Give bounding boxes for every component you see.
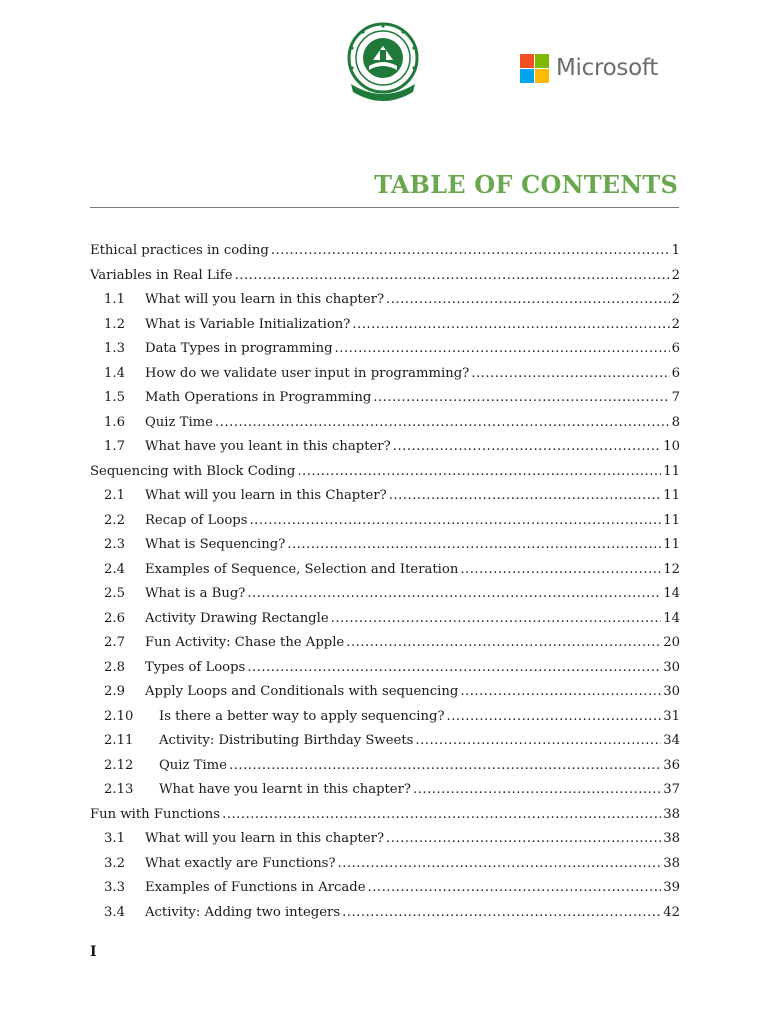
toc-entry-page: 8 xyxy=(671,414,680,430)
toc-entry-label: Apply Loops and Conditionals with sequencing xyxy=(145,684,459,699)
toc-dot-leader xyxy=(342,903,661,923)
toc-entry[interactable] xyxy=(90,584,680,609)
toc-dot-leader xyxy=(287,535,661,555)
toc-dot-leader xyxy=(386,290,670,310)
toc-entry-label: Ethical practices in coding xyxy=(90,243,269,258)
toc-entry-page: 42 xyxy=(663,904,680,920)
toc-entry-label: Activity: Adding two integers xyxy=(145,904,341,920)
toc-dot-leader xyxy=(389,486,661,506)
toc-entry-page: 6 xyxy=(671,365,680,381)
toc-entry-number: 2.6 xyxy=(104,610,125,626)
cbse-emblem-icon xyxy=(343,20,423,108)
toc-dot-leader xyxy=(346,633,661,653)
toc-entry-number: 2.7 xyxy=(104,635,125,650)
toc-entry[interactable] xyxy=(90,805,680,830)
toc-entry-label: Is there a better way to apply sequencing? xyxy=(159,708,445,724)
toc-entry[interactable] xyxy=(90,878,680,903)
toc-dot-leader xyxy=(338,854,662,874)
toc-entry-number: 2.9 xyxy=(104,684,125,699)
toc-entry-page: 31 xyxy=(663,708,680,724)
toc-entry[interactable] xyxy=(90,829,680,854)
toc-entry-page: 2 xyxy=(671,292,680,307)
toc-entry-number: 2.8 xyxy=(104,659,125,675)
toc-entry-label: Recap of Loops xyxy=(145,512,248,528)
toc-dot-leader xyxy=(413,780,661,800)
toc-entry-number: 2.4 xyxy=(104,561,125,577)
toc-dot-leader xyxy=(460,560,661,580)
toc-dot-leader xyxy=(331,609,662,629)
page-number: I xyxy=(90,944,97,960)
toc-dot-leader xyxy=(373,388,669,408)
toc-entry[interactable] xyxy=(90,462,680,487)
toc-entry-page: 30 xyxy=(663,684,680,699)
toc-dot-leader xyxy=(471,364,669,384)
toc-entry-label: Quiz Time xyxy=(159,757,227,773)
toc-entry-number: 1.7 xyxy=(104,439,125,454)
toc-entry-number: 2.12 xyxy=(104,757,134,773)
toc-entry-page: 38 xyxy=(663,831,680,846)
toc-entry[interactable] xyxy=(90,511,680,536)
toc-entry-number: 2.3 xyxy=(104,537,125,552)
toc-dot-leader xyxy=(235,266,670,286)
toc-entry-label: Fun with Functions xyxy=(90,806,221,822)
toc-dot-leader xyxy=(249,511,661,531)
toc-entry-label: Quiz Time xyxy=(145,414,213,430)
toc-entry-number: 2.13 xyxy=(104,782,134,797)
toc-entry[interactable] xyxy=(90,903,680,928)
toc-entry[interactable] xyxy=(90,682,680,707)
toc-entry-label: What will you learn in this chapter? xyxy=(145,292,385,307)
toc-entry-label: Sequencing with Block Coding xyxy=(90,463,296,479)
toc-entry[interactable] xyxy=(90,437,680,462)
toc-entry-number: 2.5 xyxy=(104,586,125,601)
toc-entry-label: What exactly are Functions? xyxy=(145,855,336,871)
toc-entry[interactable] xyxy=(90,633,680,658)
page-title: TABLE OF CONTENTS xyxy=(374,170,678,199)
toc-entry-label: Activity Drawing Rectangle xyxy=(145,610,329,626)
toc-entry-page: 34 xyxy=(663,733,680,748)
toc-entry[interactable] xyxy=(90,535,680,560)
toc-entry-page: 20 xyxy=(663,635,680,650)
toc-entry-number: 1.3 xyxy=(104,341,125,356)
toc-entry-page: 2 xyxy=(671,267,680,283)
toc-entry-page: 12 xyxy=(663,561,680,577)
microsoft-windows-icon xyxy=(520,54,549,83)
toc-entry-page: 30 xyxy=(663,659,680,675)
toc-entry-page: 6 xyxy=(671,341,680,356)
toc-entry-page: 37 xyxy=(663,782,680,797)
toc-entry-label: Fun Activity: Chase the Apple xyxy=(145,635,345,650)
toc-entry-number: 2.1 xyxy=(104,488,125,503)
toc-entry-page: 7 xyxy=(671,390,680,405)
toc-entry-number: 2.11 xyxy=(104,733,134,748)
toc-entry[interactable] xyxy=(90,339,680,364)
toc-entry[interactable] xyxy=(90,609,680,634)
toc-entry-label: What is Variable Initialization? xyxy=(145,316,351,332)
toc-entry-page: 2 xyxy=(671,316,680,332)
toc-dot-leader xyxy=(352,315,669,335)
toc-entry[interactable] xyxy=(90,315,680,340)
toc-dot-leader xyxy=(415,731,661,751)
toc-entry[interactable] xyxy=(90,486,680,511)
toc-entry-number: 1.2 xyxy=(104,316,125,332)
toc-dot-leader xyxy=(271,241,670,261)
toc-entry-label: What have you leant in this chapter? xyxy=(145,439,391,454)
toc-entry-page: 11 xyxy=(663,512,680,528)
toc-entry-page: 11 xyxy=(663,537,680,552)
toc-entry-page: 38 xyxy=(663,855,680,871)
toc-dot-leader xyxy=(247,584,661,604)
toc-entry-number: 3.4 xyxy=(104,904,125,920)
toc-dot-leader xyxy=(368,878,662,898)
toc-entry[interactable] xyxy=(90,707,680,732)
toc-entry-number: 2.2 xyxy=(104,512,125,528)
toc-entry-label: What will you learn in this Chapter? xyxy=(145,488,387,503)
toc-dot-leader xyxy=(460,682,661,702)
toc-entry[interactable] xyxy=(90,560,680,585)
toc-entry[interactable] xyxy=(90,731,680,756)
toc-entry[interactable] xyxy=(90,364,680,389)
toc-entry-number: 3.2 xyxy=(104,855,125,871)
toc-dot-leader xyxy=(229,756,661,776)
toc-entry-page: 14 xyxy=(663,610,680,626)
toc-entry-page: 11 xyxy=(663,488,680,503)
toc-entry-number: 1.1 xyxy=(104,292,125,307)
toc-entry-page: 39 xyxy=(663,880,680,895)
toc-entry-label: Math Operations in Programming xyxy=(145,390,372,405)
toc-entry-label: What will you learn in this chapter? xyxy=(145,831,385,846)
toc-entry-label: How do we validate user input in programming? xyxy=(145,365,470,381)
toc-dot-leader xyxy=(247,658,661,678)
toc-entry[interactable] xyxy=(90,756,680,781)
toc-entry[interactable] xyxy=(90,388,680,413)
toc-dot-leader xyxy=(222,805,661,825)
toc-entry[interactable] xyxy=(90,780,680,805)
toc-dot-leader xyxy=(386,829,661,849)
toc-entry-number: 3.1 xyxy=(104,831,125,846)
toc-entry-label: Data Types in programming xyxy=(145,341,333,356)
table-of-contents xyxy=(90,241,680,927)
toc-entry-page: 38 xyxy=(663,806,680,822)
microsoft-wordmark: Microsoft xyxy=(556,55,658,81)
toc-dot-leader xyxy=(447,707,662,727)
toc-entry-label: What have you learnt in this chapter? xyxy=(159,782,411,797)
toc-entry-label: Types of Loops xyxy=(145,659,246,675)
toc-entry[interactable] xyxy=(90,658,680,683)
title-divider xyxy=(90,207,679,208)
toc-entry-label: Activity: Distributing Birthday Sweets xyxy=(159,733,414,748)
toc-entry-page: 36 xyxy=(663,757,680,773)
toc-entry-label: Variables in Real Life xyxy=(90,267,233,283)
toc-entry-page: 1 xyxy=(671,243,680,258)
page-header xyxy=(0,0,768,120)
toc-entry[interactable] xyxy=(90,413,680,438)
toc-entry[interactable] xyxy=(90,854,680,879)
toc-entry-label: Examples of Sequence, Selection and Iteration xyxy=(145,561,459,577)
toc-dot-leader xyxy=(215,413,670,433)
microsoft-logo xyxy=(520,52,658,84)
toc-entry[interactable] xyxy=(90,241,680,266)
toc-dot-leader xyxy=(393,437,662,457)
toc-entry-page: 14 xyxy=(663,586,680,601)
toc-entry-number: 2.10 xyxy=(104,708,134,724)
toc-entry-label: Examples of Functions in Arcade xyxy=(145,880,366,895)
toc-dot-leader xyxy=(335,339,670,359)
toc-entry-number: 1.4 xyxy=(104,365,125,381)
toc-entry-label: What is a Bug? xyxy=(145,586,246,601)
toc-dot-leader xyxy=(297,462,661,482)
toc-entry-number: 1.6 xyxy=(104,414,125,430)
toc-entry-page: 11 xyxy=(663,463,680,479)
toc-entry[interactable] xyxy=(90,290,680,315)
toc-entry-label: What is Sequencing? xyxy=(145,537,286,552)
toc-entry-number: 3.3 xyxy=(104,880,125,895)
toc-entry-number: 1.5 xyxy=(104,390,125,405)
toc-entry[interactable] xyxy=(90,266,680,291)
toc-entry-page: 10 xyxy=(663,439,680,454)
